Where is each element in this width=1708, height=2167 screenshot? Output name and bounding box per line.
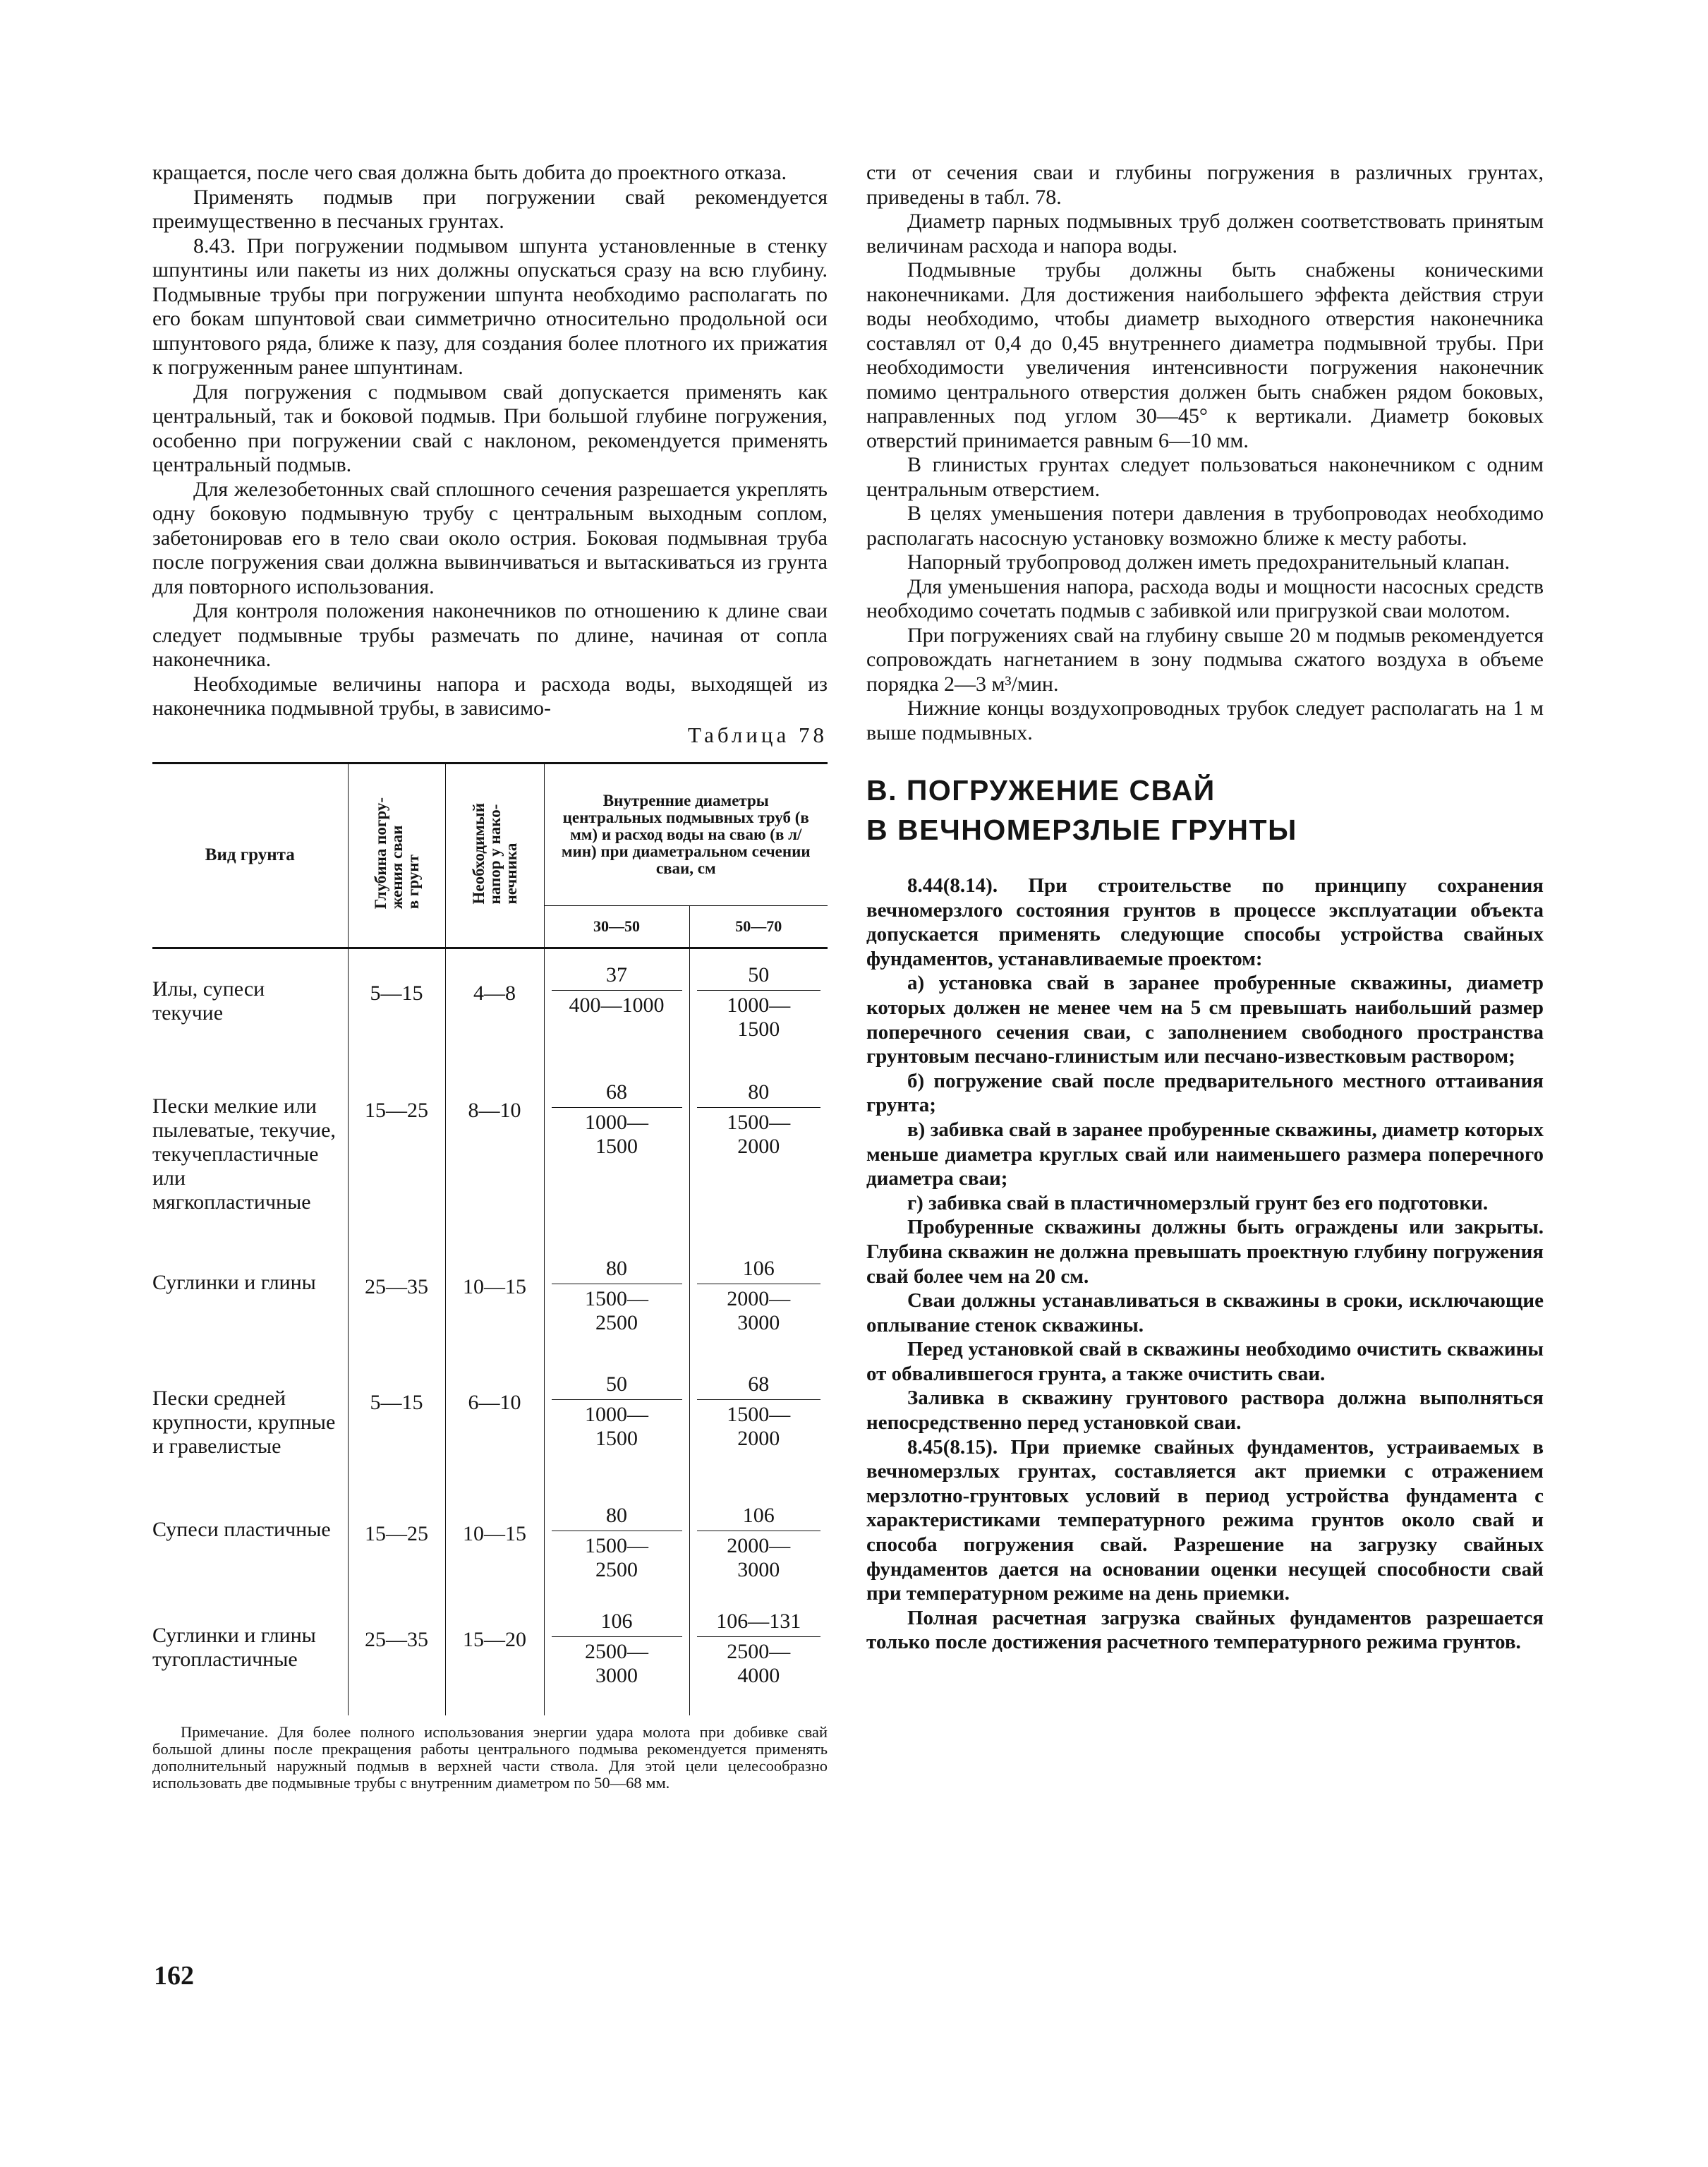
paragraph: Пробуренные скважины должны быть ограждены или закрыты. Глубина скважин не должна превышать проектную глубину погружения свай более чем на 20 см. <box>866 1216 1544 1288</box>
paragraph: 8.45(8.15). При приемке свайных фундаментов, устраиваемых в вечномерзлых грунтах, составляется акт приемки с отражением мерзлотно-грунтовых условий в период устройства фундамента с характеристиками температурного режима грунтов около свай и способа погружения свай. Разрешение на загрузку свайных фундаментов дается на основании оценки несущей способности свай при температурном режиме на день приемки. <box>866 1435 1544 1605</box>
page-number: 162 <box>154 1961 194 1991</box>
range1-cell <box>544 1066 689 1243</box>
section-heading-line: В ВЕЧНОМЕРЗЛЫЕ ГРУНТЫ <box>866 814 1297 846</box>
pressure-cell: 15—20 <box>445 1595 544 1715</box>
diameter-value: 68 <box>552 1080 682 1108</box>
flow-value: 2500— 4000 <box>727 1640 791 1687</box>
paragraph: Напорный трубопровод должен иметь предохранительный клапан. <box>907 550 1510 574</box>
paragraph: сти от сечения сваи и глубины погружения в различных грунтах, приведены в табл. 78. <box>866 161 1544 209</box>
soil-cell: Пески средней крупности, крупные и гравелистые <box>152 1387 336 1458</box>
flow-value: 1500— 2500 <box>585 1287 648 1334</box>
diameter-value: 106 <box>697 1257 821 1284</box>
paragraph: Полная расчетная загрузка свайных фундаментов разрешается только после достижения расчетного температурного режима грунтов. <box>866 1606 1544 1654</box>
paragraph: Перед установкой свай в скважины необходимо очистить скважины от обвалившегося грунта, а также очистить сваи. <box>866 1338 1544 1385</box>
list-item: г) забивка свай в пластичномерзлый грунт без его подготовки. <box>907 1191 1489 1214</box>
right-column <box>866 161 1544 1655</box>
header-soil: Вид грунта <box>152 763 348 948</box>
range2-cell <box>689 1243 828 1358</box>
diameter-value: 80 <box>552 1504 682 1531</box>
range1-cell <box>544 1358 689 1490</box>
range2-cell <box>689 1595 828 1715</box>
table-note: Примечание. Для более полного использования энергии удара молота при добивке свай большой длины после прекращения работы центрального подмыва рекомендуется применять дополнительный наружный подмыв в верхней части ствола. Для этой цели целесообразно использовать две подмывные трубы с внутренним диаметром по 50—68 мм. <box>152 1723 828 1792</box>
paragraph: В глинистых грунтах следует пользоваться наконечником с одним центральным отверстием. <box>866 453 1544 501</box>
paragraph: При погружениях свай на глубину свыше 20 м подмыв рекомендуется сопровождать нагнетанием в зону подмыва сжатого воздуха в объеме порядка 2—3 м³/мин. <box>866 623 1544 696</box>
table-caption: Таблица 78 <box>687 722 828 747</box>
range1-cell <box>544 1595 689 1715</box>
header-pressure: Необходимый напор у нако- нечника <box>445 763 544 948</box>
pressure-cell: 4—8 <box>445 948 544 1066</box>
diameter-value: 106—131 <box>697 1610 821 1637</box>
list-item: в) забивка свай в заранее пробуренные скважины, диаметр которых меньше диаметра круглых свай или наименьшего размера поперечного диаметра сваи; <box>866 1118 1544 1190</box>
diameter-value: 37 <box>552 963 682 991</box>
left-column <box>152 161 828 1792</box>
table-row <box>152 1066 828 1243</box>
data-table <box>152 762 828 1716</box>
paragraph: Для контроля положения наконечников по отношению к длине сваи следует подмывные трубы размечать по длине, начиная от сопла наконечника. <box>152 599 828 671</box>
flow-value: 1500— 2000 <box>727 1403 791 1450</box>
paragraph: Нижние концы воздухопроводных трубок следует располагать на 1 м выше подмывных. <box>866 696 1544 744</box>
depth-cell: 5—15 <box>348 948 445 1066</box>
table-row <box>152 1595 828 1715</box>
depth-cell: 15—25 <box>348 1066 445 1243</box>
section-heading-line: В. ПОГРУЖЕНИЕ СВАЙ <box>866 774 1216 807</box>
range2-cell <box>689 1066 828 1243</box>
diameter-value: 50 <box>552 1372 682 1400</box>
header-range-50-70: 50—70 <box>689 905 828 948</box>
diameter-value: 50 <box>697 963 821 991</box>
pressure-cell: 6—10 <box>445 1358 544 1490</box>
paragraph: Заливка в скважину грунтового раствора должна выполняться непосредственно перед установкой сваи. <box>866 1387 1544 1435</box>
depth-cell: 25—35 <box>348 1595 445 1715</box>
range2-cell <box>689 1490 828 1595</box>
depth-cell: 5—15 <box>348 1358 445 1490</box>
pressure-cell: 10—15 <box>445 1490 544 1595</box>
diameter-value: 106 <box>697 1504 821 1531</box>
diameter-value: 80 <box>697 1080 821 1108</box>
depth-cell: 15—25 <box>348 1490 445 1595</box>
paragraph: Для железобетонных свай сплошного сечения разрешается укреплять одну боковую подмывную трубу с центральным выходным соплом, забетонировав его в тело сваи около острия. Боковая подмывная труба после погружения сваи должна вывинчиваться и вытаскиваться из грунта для повторного использования. <box>152 477 828 598</box>
flow-value: 1500— 2000 <box>727 1111 791 1158</box>
flow-value: 1000— 1500 <box>585 1111 648 1158</box>
table-row <box>152 948 828 1066</box>
pressure-cell: 10—15 <box>445 1243 544 1358</box>
range1-cell <box>544 1490 689 1595</box>
paragraph: Для уменьшения напора, расхода воды и мощности насосных средств необходимо сочетать подмыв с забивкой или пригрузкой сваи молотом. <box>866 574 1544 622</box>
soil-cell: Супеси пластичные <box>152 1518 331 1541</box>
paragraph: 8.44(8.14). При строительстве по принципу сохранения вечномерзлого состояния грунтов в процессе эксплуатации объекта допускается применять следующие способы устройства свайных фундаментов, устанавливаемые проектом: <box>866 874 1544 970</box>
flow-value: 1000— 1500 <box>585 1403 648 1450</box>
table-row <box>152 1243 828 1358</box>
paragraph: Подмывные трубы должны быть снабжены коническими наконечниками. Для достижения наибольшего эффекта действия струи воды необходимо, чтобы диаметр выходного отверстия наконечника составлял от 0,4 до 0,45 внутреннего диаметра подмывной трубы. При необходимости увеличения интенсивности погружения наконечник помимо центрального отверстия должен быть снабжен рядом боковых, направленных под углом 30—45° к вертикали. Диаметр боковых отверстий принимается равным 6—10 мм. <box>866 258 1544 452</box>
soil-cell: Суглинки и глины тугопластичные <box>152 1624 316 1671</box>
table-row <box>152 1490 828 1595</box>
flow-value: 2000— 3000 <box>727 1534 791 1581</box>
flow-value: 2500— 3000 <box>585 1640 648 1687</box>
diameter-value: 106 <box>552 1610 682 1637</box>
paragraph: Необходимые величины напора и расхода воды, выходящей из наконечника подмывной трубы, в зависимо- <box>152 672 828 720</box>
header-diameters: Внутренние диаметры центральных подмывных труб (в мм) и расход воды на сваю (в л/мин) при диаметральном сечении сваи, см <box>544 763 828 905</box>
header-depth: Глубина погру- жения сваи в грунт <box>348 763 445 948</box>
flow-value: 1500— 2500 <box>585 1534 648 1581</box>
table-row <box>152 1358 828 1490</box>
flow-value: 2000— 3000 <box>727 1287 791 1334</box>
paragraph: Применять подмыв при погружении свай рекомендуется преимущественно в песчаных грунтах. <box>152 185 828 233</box>
soil-cell: Пески мелкие или пылеватые, текучие, текучепластичные или мягкопластичные <box>152 1094 336 1214</box>
flow-value: 1000— 1500 <box>727 993 791 1041</box>
range1-cell <box>544 948 689 1066</box>
range2-cell <box>689 948 828 1066</box>
diameter-value: 68 <box>697 1372 821 1400</box>
paragraph: кращается, после чего свая должна быть добита до проектного отказа. <box>152 161 787 184</box>
range2-cell <box>689 1358 828 1490</box>
diameter-value: 80 <box>552 1257 682 1284</box>
flow-value: 400—1000 <box>569 993 665 1017</box>
soil-cell: Суглинки и глины <box>152 1271 316 1294</box>
range1-cell <box>544 1243 689 1358</box>
paragraph: Сваи должны устанавливаться в скважины в сроки, исключающие оплывание стенок скважины. <box>866 1289 1544 1336</box>
list-item: а) установка свай в заранее пробуренные скважины, диаметр которых должен не менее чем на 5 см превышать наибольший размер поперечного сечения сваи, с заполнением свободного пространства грунтовым песчано-глинистым или песчано-известковым раствором; <box>866 972 1544 1068</box>
soil-cell: Илы, супеси текучие <box>152 977 265 1025</box>
section-heading <box>866 771 1544 850</box>
bold-section <box>866 874 1544 1655</box>
paragraph: Для погружения с подмывом свай допускается применять как центральный, так и боковой подмыв. При большой глубине погружения, особенно при погружении свай с наклоном, рекомендуется применять центральный подмыв. <box>152 380 828 476</box>
paragraph: Диаметр парных подмывных труб должен соответствовать принятым величинам расхода и напора воды. <box>866 210 1544 258</box>
depth-cell: 25—35 <box>348 1243 445 1358</box>
paragraph: В целях уменьшения потери давления в трубопроводах необходимо располагать насосную установку возможно ближе к месту работы. <box>866 502 1544 550</box>
paragraph: 8.43. При погружении подмывом шпунта установленные в стенку шпунтины или пакеты из них должны опускаться сразу на всю глубину. Подмывные трубы при погружении шпунта необходимо располагать по его бокам шпунтовой сваи симметрично относительно продольной оси шпунтового ряда, ближе к пазу, для создания более плотного их прижатия к погруженным ранее шпунтинам. <box>152 234 828 379</box>
list-item: б) погружение свай после предварительного местного оттаивания грунта; <box>866 1069 1544 1117</box>
header-range-30-50: 30—50 <box>544 905 689 948</box>
pressure-cell: 8—10 <box>445 1066 544 1243</box>
